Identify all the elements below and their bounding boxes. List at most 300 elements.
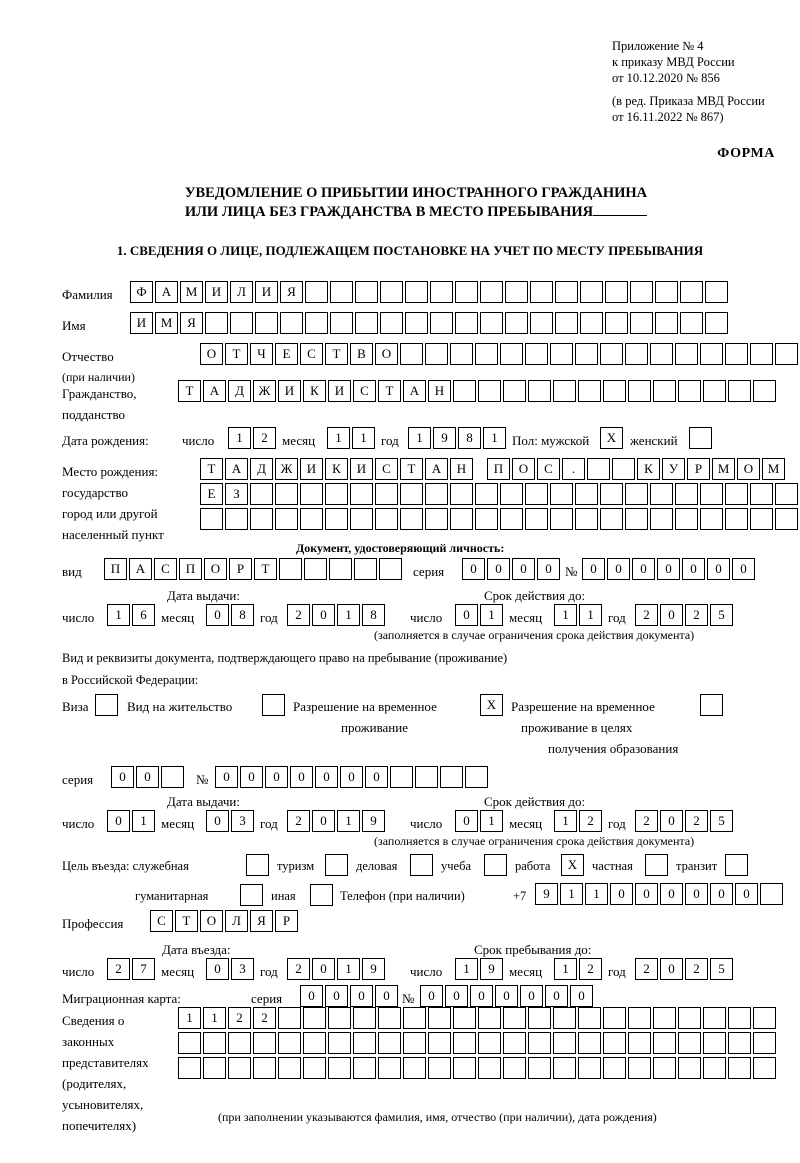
character-cell[interactable]: 2 [635, 810, 658, 832]
field-permit-number[interactable] [215, 766, 488, 788]
character-cell[interactable] [728, 1032, 751, 1054]
character-cell[interactable] [625, 508, 648, 530]
character-cell[interactable] [775, 343, 798, 365]
character-cell[interactable] [753, 380, 776, 402]
character-cell[interactable]: Я [250, 910, 273, 932]
character-cell[interactable]: 7 [132, 958, 155, 980]
field-phone[interactable] [535, 883, 783, 905]
character-cell[interactable]: 0 [350, 985, 373, 1007]
field-surname[interactable] [130, 281, 728, 303]
character-cell[interactable]: Р [687, 458, 710, 480]
character-cell[interactable] [553, 1007, 576, 1029]
character-cell[interactable] [161, 766, 184, 788]
character-cell[interactable] [380, 281, 403, 303]
field-birth-city-row1[interactable] [487, 458, 785, 480]
character-cell[interactable]: Т [254, 558, 277, 580]
character-cell[interactable] [603, 380, 626, 402]
character-cell[interactable]: И [205, 281, 228, 303]
character-cell[interactable] [478, 1057, 501, 1079]
character-cell[interactable] [578, 1007, 601, 1029]
character-cell[interactable] [205, 312, 228, 334]
field-doc-kind[interactable] [104, 558, 402, 580]
character-cell[interactable] [328, 1032, 351, 1054]
character-cell[interactable]: 0 [206, 604, 229, 626]
character-cell[interactable] [300, 508, 323, 530]
field-permit-valid-day[interactable] [455, 810, 503, 832]
character-cell[interactable] [700, 343, 723, 365]
character-cell[interactable] [430, 281, 453, 303]
character-cell[interactable] [275, 508, 298, 530]
field-name[interactable] [130, 312, 728, 334]
character-cell[interactable] [725, 508, 748, 530]
character-cell[interactable]: . [562, 458, 585, 480]
character-cell[interactable] [275, 483, 298, 505]
character-cell[interactable] [453, 1057, 476, 1079]
character-cell[interactable]: 2 [287, 810, 310, 832]
field-birth-month[interactable] [327, 427, 375, 449]
character-cell[interactable]: В [350, 343, 373, 365]
character-cell[interactable] [325, 483, 348, 505]
character-cell[interactable]: 0 [315, 766, 338, 788]
character-cell[interactable] [550, 483, 573, 505]
character-cell[interactable]: Ж [275, 458, 298, 480]
field-permit-issue-year[interactable] [287, 810, 385, 832]
character-cell[interactable] [475, 343, 498, 365]
character-cell[interactable]: 0 [300, 985, 323, 1007]
checkbox-purpose-study[interactable] [484, 854, 507, 876]
character-cell[interactable] [505, 312, 528, 334]
character-cell[interactable] [500, 508, 523, 530]
character-cell[interactable]: П [179, 558, 202, 580]
character-cell[interactable] [230, 312, 253, 334]
field-legal-rep-row1[interactable] [178, 1007, 776, 1029]
character-cell[interactable]: 1 [579, 604, 602, 626]
character-cell[interactable]: О [375, 343, 398, 365]
checkbox-sex-female[interactable] [689, 427, 712, 449]
character-cell[interactable] [390, 766, 413, 788]
character-cell[interactable] [525, 508, 548, 530]
checkbox-purpose-humanitarian[interactable] [240, 884, 263, 906]
character-cell[interactable]: 0 [487, 558, 510, 580]
character-cell[interactable] [415, 766, 438, 788]
character-cell[interactable] [328, 1057, 351, 1079]
character-cell[interactable]: С [300, 343, 323, 365]
character-cell[interactable] [400, 483, 423, 505]
character-cell[interactable] [240, 884, 263, 906]
checkbox-purpose-tourism[interactable] [325, 854, 348, 876]
character-cell[interactable] [178, 1057, 201, 1079]
character-cell[interactable] [680, 312, 703, 334]
character-cell[interactable] [625, 343, 648, 365]
field-birth-city-row2[interactable] [200, 483, 798, 505]
character-cell[interactable]: 0 [470, 985, 493, 1007]
character-cell[interactable]: З [225, 483, 248, 505]
checkbox-temp-residence[interactable] [480, 694, 503, 716]
checkbox-purpose-business[interactable] [410, 854, 433, 876]
character-cell[interactable]: И [278, 380, 301, 402]
character-cell[interactable] [453, 380, 476, 402]
character-cell[interactable]: Ф [130, 281, 153, 303]
character-cell[interactable]: И [255, 281, 278, 303]
character-cell[interactable]: 0 [732, 558, 755, 580]
character-cell[interactable] [578, 380, 601, 402]
character-cell[interactable]: 0 [632, 558, 655, 580]
character-cell[interactable] [203, 1032, 226, 1054]
character-cell[interactable] [475, 508, 498, 530]
character-cell[interactable]: 5 [710, 604, 733, 626]
character-cell[interactable]: 0 [545, 985, 568, 1007]
character-cell[interactable] [725, 343, 748, 365]
character-cell[interactable] [378, 1007, 401, 1029]
field-entry-month[interactable] [206, 958, 254, 980]
character-cell[interactable]: 0 [265, 766, 288, 788]
field-doc-series[interactable] [462, 558, 560, 580]
character-cell[interactable] [678, 380, 701, 402]
character-cell[interactable]: 2 [579, 810, 602, 832]
character-cell[interactable] [428, 1057, 451, 1079]
character-cell[interactable] [700, 508, 723, 530]
character-cell[interactable] [278, 1057, 301, 1079]
character-cell[interactable] [355, 281, 378, 303]
character-cell[interactable] [200, 508, 223, 530]
character-cell[interactable] [465, 766, 488, 788]
character-cell[interactable]: 2 [253, 1007, 276, 1029]
character-cell[interactable]: О [737, 458, 760, 480]
character-cell[interactable] [250, 508, 273, 530]
field-entry-day[interactable] [107, 958, 155, 980]
character-cell[interactable] [553, 1057, 576, 1079]
checkbox-visa[interactable] [95, 694, 118, 716]
character-cell[interactable]: 0 [365, 766, 388, 788]
character-cell[interactable] [728, 1057, 751, 1079]
character-cell[interactable]: Т [400, 458, 423, 480]
field-permit-issue-month[interactable] [206, 810, 254, 832]
character-cell[interactable]: 1 [554, 958, 577, 980]
character-cell[interactable] [354, 558, 377, 580]
character-cell[interactable] [575, 483, 598, 505]
field-migration-number[interactable] [420, 985, 593, 1007]
character-cell[interactable] [330, 312, 353, 334]
character-cell[interactable] [528, 380, 551, 402]
character-cell[interactable] [246, 854, 269, 876]
character-cell[interactable]: 0 [312, 958, 335, 980]
character-cell[interactable]: М [712, 458, 735, 480]
character-cell[interactable] [605, 312, 628, 334]
character-cell[interactable] [580, 312, 603, 334]
field-permit-issue-day[interactable] [107, 810, 155, 832]
character-cell[interactable]: 1 [107, 604, 130, 626]
character-cell[interactable]: 2 [228, 1007, 251, 1029]
character-cell[interactable] [775, 483, 798, 505]
character-cell[interactable] [478, 380, 501, 402]
character-cell[interactable]: 0 [340, 766, 363, 788]
field-patronymic[interactable] [200, 343, 798, 365]
character-cell[interactable] [280, 312, 303, 334]
checkbox-purpose-service[interactable] [246, 854, 269, 876]
character-cell[interactable]: О [200, 910, 223, 932]
character-cell[interactable] [225, 508, 248, 530]
character-cell[interactable]: М [180, 281, 203, 303]
character-cell[interactable] [775, 508, 798, 530]
character-cell[interactable] [405, 281, 428, 303]
character-cell[interactable] [425, 483, 448, 505]
character-cell[interactable]: 1 [327, 427, 350, 449]
character-cell[interactable] [587, 458, 610, 480]
character-cell[interactable] [728, 380, 751, 402]
character-cell[interactable] [650, 508, 673, 530]
character-cell[interactable] [379, 558, 402, 580]
character-cell[interactable]: Л [230, 281, 253, 303]
character-cell[interactable] [400, 343, 423, 365]
character-cell[interactable]: 2 [287, 958, 310, 980]
character-cell[interactable]: 0 [240, 766, 263, 788]
character-cell[interactable]: 1 [337, 958, 360, 980]
field-migration-series[interactable] [300, 985, 398, 1007]
character-cell[interactable]: 9 [480, 958, 503, 980]
character-cell[interactable] [580, 281, 603, 303]
character-cell[interactable] [603, 1007, 626, 1029]
character-cell[interactable] [505, 281, 528, 303]
character-cell[interactable]: Х [600, 427, 623, 449]
character-cell[interactable] [478, 1007, 501, 1029]
character-cell[interactable]: 0 [685, 883, 708, 905]
character-cell[interactable] [555, 281, 578, 303]
character-cell[interactable]: К [325, 458, 348, 480]
field-permit-valid-year[interactable] [635, 810, 733, 832]
character-cell[interactable] [653, 1032, 676, 1054]
character-cell[interactable] [430, 312, 453, 334]
character-cell[interactable] [675, 343, 698, 365]
character-cell[interactable] [600, 483, 623, 505]
character-cell[interactable] [725, 854, 748, 876]
field-birth-year[interactable] [408, 427, 506, 449]
character-cell[interactable] [553, 380, 576, 402]
character-cell[interactable]: 0 [537, 558, 560, 580]
character-cell[interactable]: Х [561, 854, 584, 876]
character-cell[interactable] [603, 1032, 626, 1054]
character-cell[interactable] [628, 1032, 651, 1054]
character-cell[interactable] [350, 508, 373, 530]
character-cell[interactable] [603, 1057, 626, 1079]
character-cell[interactable]: М [155, 312, 178, 334]
character-cell[interactable] [480, 312, 503, 334]
character-cell[interactable] [253, 1057, 276, 1079]
character-cell[interactable]: 0 [610, 883, 633, 905]
character-cell[interactable] [600, 343, 623, 365]
checkbox-edu-residence[interactable] [700, 694, 723, 716]
character-cell[interactable]: К [303, 380, 326, 402]
character-cell[interactable] [375, 508, 398, 530]
character-cell[interactable]: П [487, 458, 510, 480]
character-cell[interactable] [750, 483, 773, 505]
character-cell[interactable] [310, 884, 333, 906]
character-cell[interactable] [328, 1007, 351, 1029]
character-cell[interactable] [303, 1057, 326, 1079]
character-cell[interactable] [353, 1007, 376, 1029]
character-cell[interactable] [753, 1057, 776, 1079]
character-cell[interactable]: 8 [231, 604, 254, 626]
character-cell[interactable] [403, 1007, 426, 1029]
field-birth-country[interactable] [200, 458, 473, 480]
character-cell[interactable] [578, 1032, 601, 1054]
character-cell[interactable]: 0 [312, 604, 335, 626]
character-cell[interactable]: Я [180, 312, 203, 334]
character-cell[interactable]: 0 [582, 558, 605, 580]
character-cell[interactable] [703, 380, 726, 402]
character-cell[interactable]: 5 [710, 810, 733, 832]
character-cell[interactable] [728, 1007, 751, 1029]
character-cell[interactable]: 0 [206, 810, 229, 832]
character-cell[interactable] [425, 343, 448, 365]
character-cell[interactable]: Д [250, 458, 273, 480]
character-cell[interactable]: С [154, 558, 177, 580]
field-stay-day[interactable] [455, 958, 503, 980]
character-cell[interactable]: 1 [337, 604, 360, 626]
character-cell[interactable] [653, 1057, 676, 1079]
character-cell[interactable]: 0 [420, 985, 443, 1007]
character-cell[interactable] [329, 558, 352, 580]
character-cell[interactable] [484, 854, 507, 876]
character-cell[interactable] [653, 1007, 676, 1029]
character-cell[interactable]: П [104, 558, 127, 580]
character-cell[interactable]: 1 [352, 427, 375, 449]
character-cell[interactable]: 1 [203, 1007, 226, 1029]
character-cell[interactable] [528, 1032, 551, 1054]
character-cell[interactable] [653, 380, 676, 402]
character-cell[interactable]: 0 [660, 810, 683, 832]
character-cell[interactable]: Е [275, 343, 298, 365]
field-doc-valid-month[interactable] [554, 604, 602, 626]
character-cell[interactable]: 0 [660, 958, 683, 980]
character-cell[interactable] [655, 312, 678, 334]
character-cell[interactable] [178, 1032, 201, 1054]
character-cell[interactable]: 0 [660, 883, 683, 905]
character-cell[interactable]: 0 [455, 810, 478, 832]
character-cell[interactable] [760, 883, 783, 905]
character-cell[interactable]: 0 [570, 985, 593, 1007]
character-cell[interactable] [605, 281, 628, 303]
checkbox-purpose-transit[interactable] [725, 854, 748, 876]
field-legal-rep-row2[interactable] [178, 1032, 776, 1054]
character-cell[interactable]: И [300, 458, 323, 480]
character-cell[interactable] [375, 483, 398, 505]
field-doc-issue-year[interactable] [287, 604, 385, 626]
character-cell[interactable] [503, 1007, 526, 1029]
character-cell[interactable]: А [425, 458, 448, 480]
character-cell[interactable]: 1 [337, 810, 360, 832]
character-cell[interactable]: 0 [107, 810, 130, 832]
character-cell[interactable]: Я [280, 281, 303, 303]
character-cell[interactable] [325, 508, 348, 530]
field-legal-rep-row3[interactable] [178, 1057, 776, 1079]
character-cell[interactable] [250, 483, 273, 505]
character-cell[interactable]: Т [175, 910, 198, 932]
character-cell[interactable]: 2 [253, 427, 276, 449]
character-cell[interactable] [705, 281, 728, 303]
character-cell[interactable] [303, 1007, 326, 1029]
character-cell[interactable] [655, 281, 678, 303]
character-cell[interactable]: Ч [250, 343, 273, 365]
field-profession[interactable] [150, 910, 298, 932]
character-cell[interactable] [553, 1032, 576, 1054]
character-cell[interactable] [305, 312, 328, 334]
character-cell[interactable] [678, 1057, 701, 1079]
character-cell[interactable] [455, 281, 478, 303]
character-cell[interactable]: 0 [495, 985, 518, 1007]
character-cell[interactable] [500, 483, 523, 505]
character-cell[interactable] [403, 1057, 426, 1079]
field-doc-valid-year[interactable] [635, 604, 733, 626]
character-cell[interactable] [550, 343, 573, 365]
character-cell[interactable]: 0 [735, 883, 758, 905]
character-cell[interactable] [555, 312, 578, 334]
character-cell[interactable] [410, 854, 433, 876]
character-cell[interactable]: 1 [228, 427, 251, 449]
character-cell[interactable] [480, 281, 503, 303]
character-cell[interactable] [578, 1057, 601, 1079]
character-cell[interactable] [628, 1007, 651, 1029]
character-cell[interactable]: 0 [710, 883, 733, 905]
character-cell[interactable]: 2 [635, 604, 658, 626]
character-cell[interactable]: Л [225, 910, 248, 932]
character-cell[interactable] [675, 483, 698, 505]
character-cell[interactable]: А [203, 380, 226, 402]
field-stay-month[interactable] [554, 958, 602, 980]
character-cell[interactable]: А [129, 558, 152, 580]
character-cell[interactable] [753, 1032, 776, 1054]
field-stay-year[interactable] [635, 958, 733, 980]
character-cell[interactable] [678, 1032, 701, 1054]
character-cell[interactable] [500, 343, 523, 365]
character-cell[interactable] [380, 312, 403, 334]
character-cell[interactable]: 0 [455, 604, 478, 626]
character-cell[interactable]: 1 [554, 810, 577, 832]
character-cell[interactable]: С [150, 910, 173, 932]
checkbox-residence[interactable] [262, 694, 285, 716]
character-cell[interactable] [305, 281, 328, 303]
checkbox-sex-male[interactable] [600, 427, 623, 449]
character-cell[interactable]: 0 [445, 985, 468, 1007]
character-cell[interactable]: 0 [206, 958, 229, 980]
character-cell[interactable] [600, 508, 623, 530]
character-cell[interactable] [278, 1007, 301, 1029]
character-cell[interactable] [753, 1007, 776, 1029]
character-cell[interactable]: Т [325, 343, 348, 365]
character-cell[interactable]: О [204, 558, 227, 580]
character-cell[interactable] [678, 1007, 701, 1029]
character-cell[interactable] [503, 380, 526, 402]
character-cell[interactable] [428, 1007, 451, 1029]
character-cell[interactable] [279, 558, 302, 580]
character-cell[interactable]: К [637, 458, 660, 480]
character-cell[interactable] [405, 312, 428, 334]
character-cell[interactable] [403, 1032, 426, 1054]
character-cell[interactable] [575, 343, 598, 365]
character-cell[interactable]: 1 [132, 810, 155, 832]
character-cell[interactable]: 8 [458, 427, 481, 449]
character-cell[interactable]: 2 [579, 958, 602, 980]
character-cell[interactable]: 0 [375, 985, 398, 1007]
character-cell[interactable] [450, 483, 473, 505]
character-cell[interactable]: 1 [178, 1007, 201, 1029]
character-cell[interactable]: Т [378, 380, 401, 402]
character-cell[interactable]: 0 [707, 558, 730, 580]
character-cell[interactable]: 2 [287, 604, 310, 626]
character-cell[interactable]: 9 [433, 427, 456, 449]
character-cell[interactable]: 0 [635, 883, 658, 905]
character-cell[interactable]: Ж [253, 380, 276, 402]
character-cell[interactable]: У [662, 458, 685, 480]
